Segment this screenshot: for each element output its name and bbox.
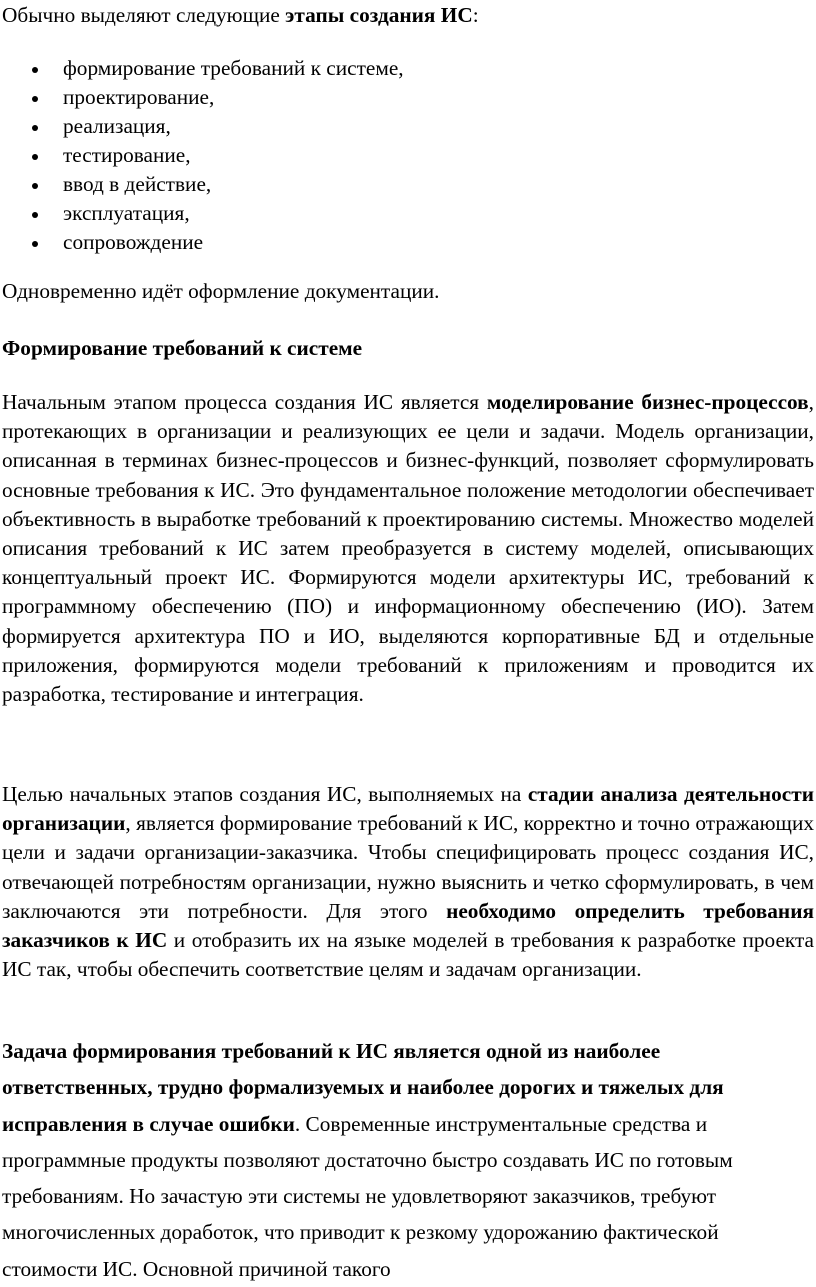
para1-text-1: Начальным этапом процесса создания ИС является bbox=[2, 390, 487, 414]
para1-bold-1: моделирование бизнес-процессов bbox=[486, 390, 809, 414]
intro-bold-term: этапы создания ИС bbox=[285, 3, 473, 27]
documentation-note: Одновременно идёт оформление документации. bbox=[2, 279, 440, 303]
paragraph-analysis-stage bbox=[2, 780, 814, 984]
para1-text-2: , протекающих в организации и реализующих ее цели и задачи. Модель организации, описанная в терминах бизнес-процессов и бизнес-функций, позволяет сформулировать основные требования к ИС. Это фундаментальное положение методологии обеспечивает объективность в выработке требований к проектированию системы. Множество моделей описания требований к ИС затем преобразуется в систему моделей, описывающих концептуальный проект ИС. Формируются модели архитектуры ИС, требований к программному обеспечению (ПО) и информационному обеспечению (ИО). Затем формируется архитектура ПО и ИО, выделяются корпоративные БД и отдельные приложения, формируются модели требований к приложениям и проводится их разработка, тестирование и интеграция. bbox=[2, 390, 814, 707]
list-item: реализация, bbox=[63, 112, 404, 141]
list-item: формирование требований к системе, bbox=[63, 54, 404, 83]
para2-bold-2: необходимо определить требования заказчиков к ИС bbox=[2, 898, 814, 953]
intro-paragraph bbox=[2, 0, 814, 30]
para2-text-3: и отобразить их на языке моделей в требования к разработке проекта ИС так, чтобы обеспечить соответствие целям и задачам организации. bbox=[2, 928, 814, 982]
list-item: проектирование, bbox=[63, 83, 404, 112]
list-item: ввод в действие, bbox=[63, 170, 404, 199]
intro-tail: : bbox=[472, 3, 479, 27]
para3-text-1: . Современные инструментальные средства и программные продукты позволяют достаточно быстро создавать ИС по готовым требованиям. Но зачастую эти системы не удовлетворяют заказчиков, требуют многочисленных доработок, что приводит к резкому удорожанию фактической стоимости ИС. Основной причиной такого bbox=[2, 1111, 733, 1281]
list-item: сопровождение bbox=[63, 228, 404, 257]
list-item: тестирование, bbox=[63, 141, 404, 170]
para2-text-2: , является формирование требований к ИС, корректно и точно отражающих цели и задачи организации-заказчика. Чтобы специфицировать процесс создания ИС, отвечающей потребностям организации, нужно выяснить и четко сформулировать, в чем заключаются эти потребности. Для этого bbox=[2, 811, 814, 923]
list-item: эксплуатация, bbox=[63, 199, 404, 228]
stages-list bbox=[0, 54, 404, 257]
para3-bold-1: Задача формирования требований к ИС является одной из наиболее ответственных, трудно формализуемых и наиболее дорогих и тяжелых для исправления в случае ошибки bbox=[2, 1039, 724, 1136]
paragraph-business-modeling bbox=[2, 388, 814, 709]
section-heading: Формирование требований к системе bbox=[2, 336, 363, 360]
para2-bold-1: стадии анализа деятельности организации bbox=[2, 782, 814, 836]
para2-text-1: Целью начальных этапов создания ИС, выполняемых на bbox=[2, 782, 528, 806]
paragraph-requirements-task bbox=[2, 1033, 808, 1287]
intro-text: Обычно выделяют следующие bbox=[2, 3, 286, 27]
